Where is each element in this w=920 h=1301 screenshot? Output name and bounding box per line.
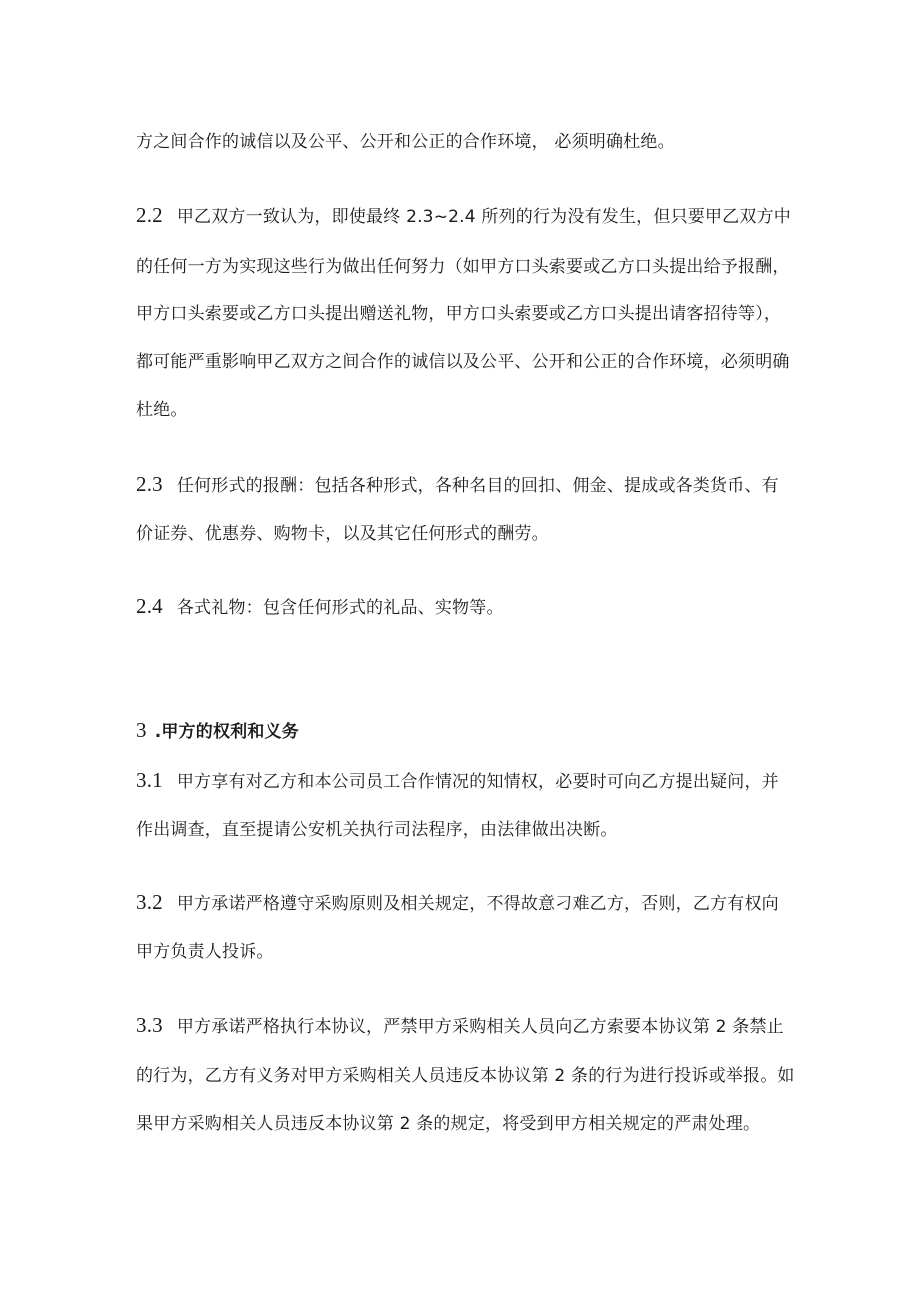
- clause-number: 2.4: [136, 594, 163, 618]
- clause-2-2-line-2: 的任何一方为实现这些行为做出任何努力（如甲方口头索要或乙方口头提出给予报酬，: [136, 257, 790, 277]
- section-number: 3: [136, 718, 147, 742]
- paragraph-continuation-line: 方之间合作的诚信以及公平、公开和公正的合作环境， 必须明确杜绝。: [136, 132, 675, 152]
- section-3-heading: [136, 718, 299, 744]
- clause-2-2-line-3: 甲方口头索要或乙方口头提出赠送礼物，甲方口头索要或乙方口头提出请客招待等），: [136, 304, 782, 324]
- clause-text: 甲方承诺严格遵守采购原则及相关规定，不得故意刁难乙方，否则，乙方有权向: [176, 894, 779, 914]
- clause-2-3-line-2: 价证券、优惠券、购物卡，以及其它任何形式的酬劳。: [136, 524, 549, 544]
- clause-2-3-line-1: [136, 472, 779, 498]
- clause-2-2-line-4: 都可能严重影响甲乙双方之间合作的诚信以及公平、公开和公正的合作环境，必须明确: [136, 352, 790, 372]
- clause-3-3-line-1: [136, 1013, 784, 1039]
- clause-text: 任何形式的报酬：包括各种形式，各种名目的回扣、佣金、提成或各类货币、有: [176, 476, 779, 496]
- clause-2-2-line-5: 杜绝。: [136, 400, 188, 420]
- clause-number: 2.3: [136, 472, 163, 496]
- clause-3-2-line-1: [136, 890, 779, 916]
- clause-number: 3.3: [136, 1013, 163, 1037]
- clause-text: 甲乙双方一致认为，即使最终 2.3~2.4 所列的行为没有发生，但只要甲乙双方中: [176, 207, 791, 227]
- clause-number: 2.2: [136, 203, 163, 227]
- clause-3-3-line-3: 果甲方采购相关人员违反本协议第 2 条的规定，将受到甲方相关规定的严肃处理。: [136, 1114, 761, 1134]
- clause-number: 3.1: [136, 768, 163, 792]
- clause-3-3-line-2: 的行为，乙方有义务对甲方采购相关人员违反本协议第 2 条的行为进行投诉或举报。如: [136, 1066, 795, 1086]
- clause-2-4-line-1: [136, 594, 504, 620]
- clause-number: 3.2: [136, 890, 163, 914]
- clause-text: 甲方承诺严格执行本协议，严禁甲方采购相关人员向乙方索要本协议第 2 条禁止: [176, 1017, 784, 1037]
- clause-text: 甲方享有对乙方和本公司员工合作情况的知情权，必要时可向乙方提出疑问，并: [176, 772, 779, 792]
- clause-2-2-line-1: [136, 203, 791, 229]
- clause-text: 各式礼物：包含任何形式的礼品、实物等。: [176, 598, 504, 618]
- clause-3-1-line-1: [136, 768, 779, 794]
- clause-3-1-line-2: 作出调查，直至提请公安机关执行司法程序，由法律做出决断。: [136, 820, 618, 840]
- clause-3-2-line-2: 甲方负责人投诉。: [136, 942, 274, 962]
- section-title: .甲方的权利和义务: [154, 722, 299, 742]
